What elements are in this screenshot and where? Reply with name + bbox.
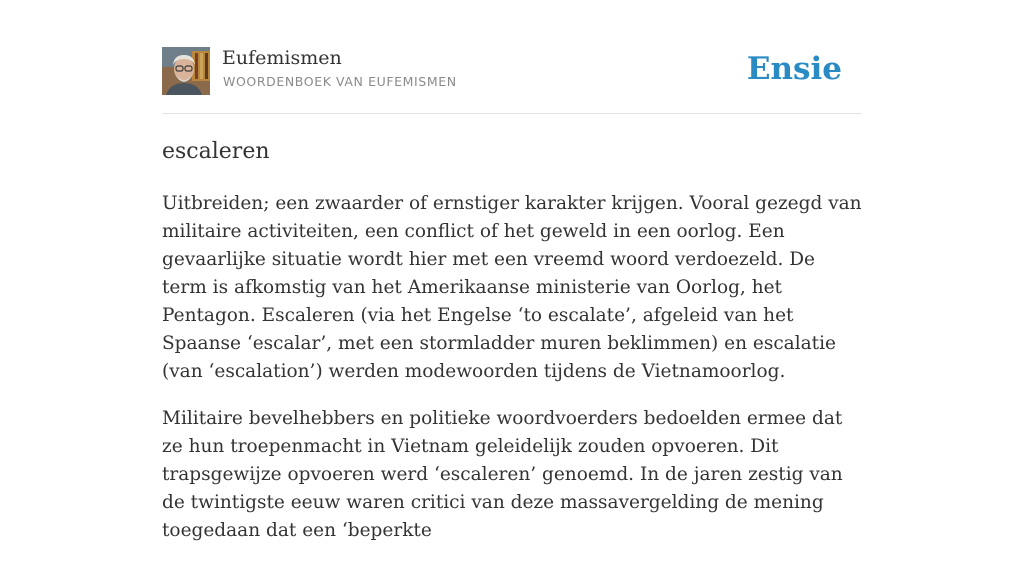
header-divider [162,113,862,114]
brand-logo[interactable]: Ensie [746,51,842,87]
source-name[interactable]: Eufemismen [222,47,342,69]
entry-term: escaleren [162,139,270,164]
definition-paragraph: Uitbreiden; een zwaarder of ernstiger karakter krijgen. Vooral gezegd van militaire activiteiten, een conflict of het geweld in een oorlog. Een gevaarlijke situatie wordt hier met een vreemd woord verdoezeld. De term is afkomstig van het Amerikaanse ministerie van Oorlog, het Pentagon. Escaleren (via het Engelse ‘to escalate’, afgeleid van het Spaanse ‘escalar’, met een stormladder muren beklimmen) en escalatie (van ‘escalation’) werden modewoorden tijdens de Vietnamoorlog. [162,193,862,382]
definition-paragraph: Militaire bevelhebbers en politieke woordvoerders bedoelden ermee dat ze hun troepenmacht in Vietnam geleidelijk zouden opvoeren. Dit trapsgewijze opvoeren werd ‘escaleren’ genoemd. In de jaren zestig van de twintigste eeuw waren critici van deze massavergelding de mening toegedaan dat een ‘beperkte [162,408,843,541]
source-subtitle: WOORDENBOEK VAN EUFEMISMEN [223,74,457,89]
portrait-icon [162,47,210,95]
author-avatar[interactable] [162,47,210,95]
entry-definition [162,190,862,564]
source-header [162,46,862,96]
